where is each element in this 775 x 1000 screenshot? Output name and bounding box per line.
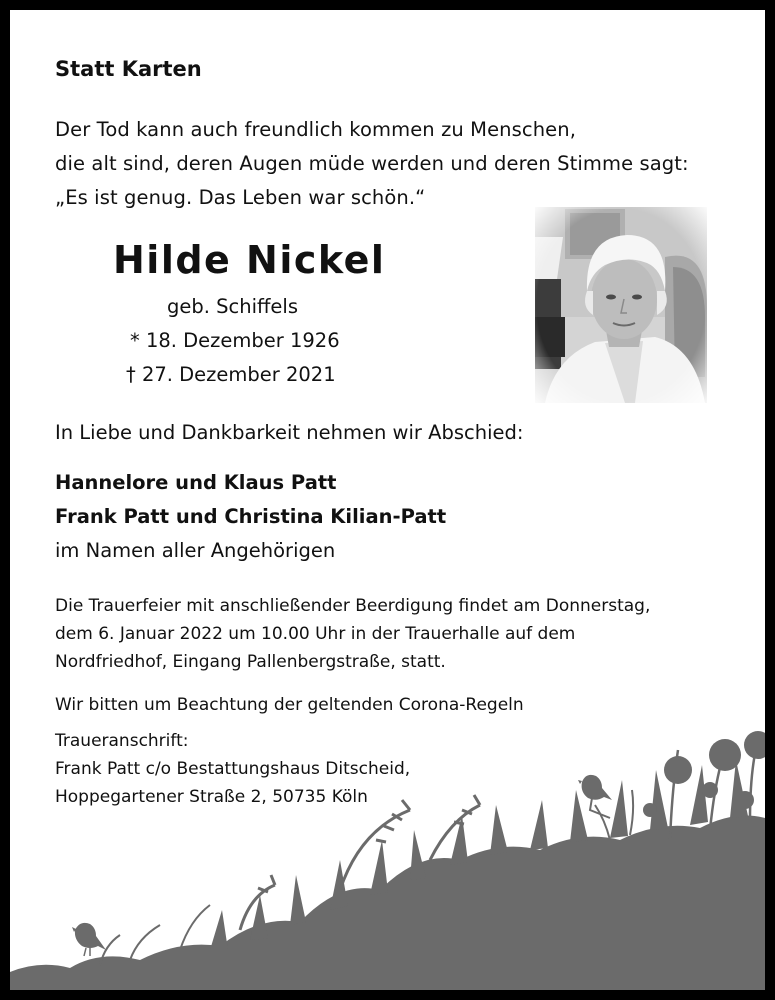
quote-line-3: „Es ist genug. Das Leben war schön.“ <box>55 186 426 209</box>
farewell-text: In Liebe und Dankbarkeit nehmen wir Abschied: <box>55 421 524 444</box>
ceremony-line-1: Die Trauerfeier mit anschließender Beerdigung findet am Donnerstag, <box>55 596 651 616</box>
quote-line-1: Der Tod kann auch freundlich kommen zu Menschen, <box>55 118 577 141</box>
ceremony-line-3: Nordfriedhof, Eingang Pallenbergstraße, statt. <box>55 652 446 672</box>
deceased-name: Hilde Nickel <box>113 238 386 282</box>
header-text: Statt Karten <box>55 57 202 81</box>
death-date: † 27. Dezember 2021 <box>126 363 336 386</box>
relatives-text: im Namen aller Angehörigen <box>55 539 336 562</box>
birth-date: * 18. Dezember 1926 <box>130 329 340 352</box>
meadow-silhouette-decoration <box>10 710 765 1000</box>
address-line-2: Hoppegartener Straße 2, 50735 Köln <box>55 787 368 807</box>
corona-notice: Wir bitten um Beachtung der geltenden Corona-Regeln <box>55 695 524 715</box>
address-line-1: Frank Patt c/o Bestattungshaus Ditscheid, <box>55 759 411 779</box>
mourner-1: Hannelore und Klaus Patt <box>55 471 337 494</box>
quote-line-2: die alt sind, deren Augen müde werden und deren Stimme sagt: <box>55 152 689 175</box>
maiden-name: geb. Schiffels <box>166 295 299 318</box>
mourner-2: Frank Patt und Christina Kilian-Patt <box>55 505 447 528</box>
portrait-photo <box>535 207 707 403</box>
ceremony-line-2: dem 6. Januar 2022 um 10.00 Uhr in der Trauerhalle auf dem <box>55 624 576 644</box>
address-label: Traueranschrift: <box>55 731 189 751</box>
